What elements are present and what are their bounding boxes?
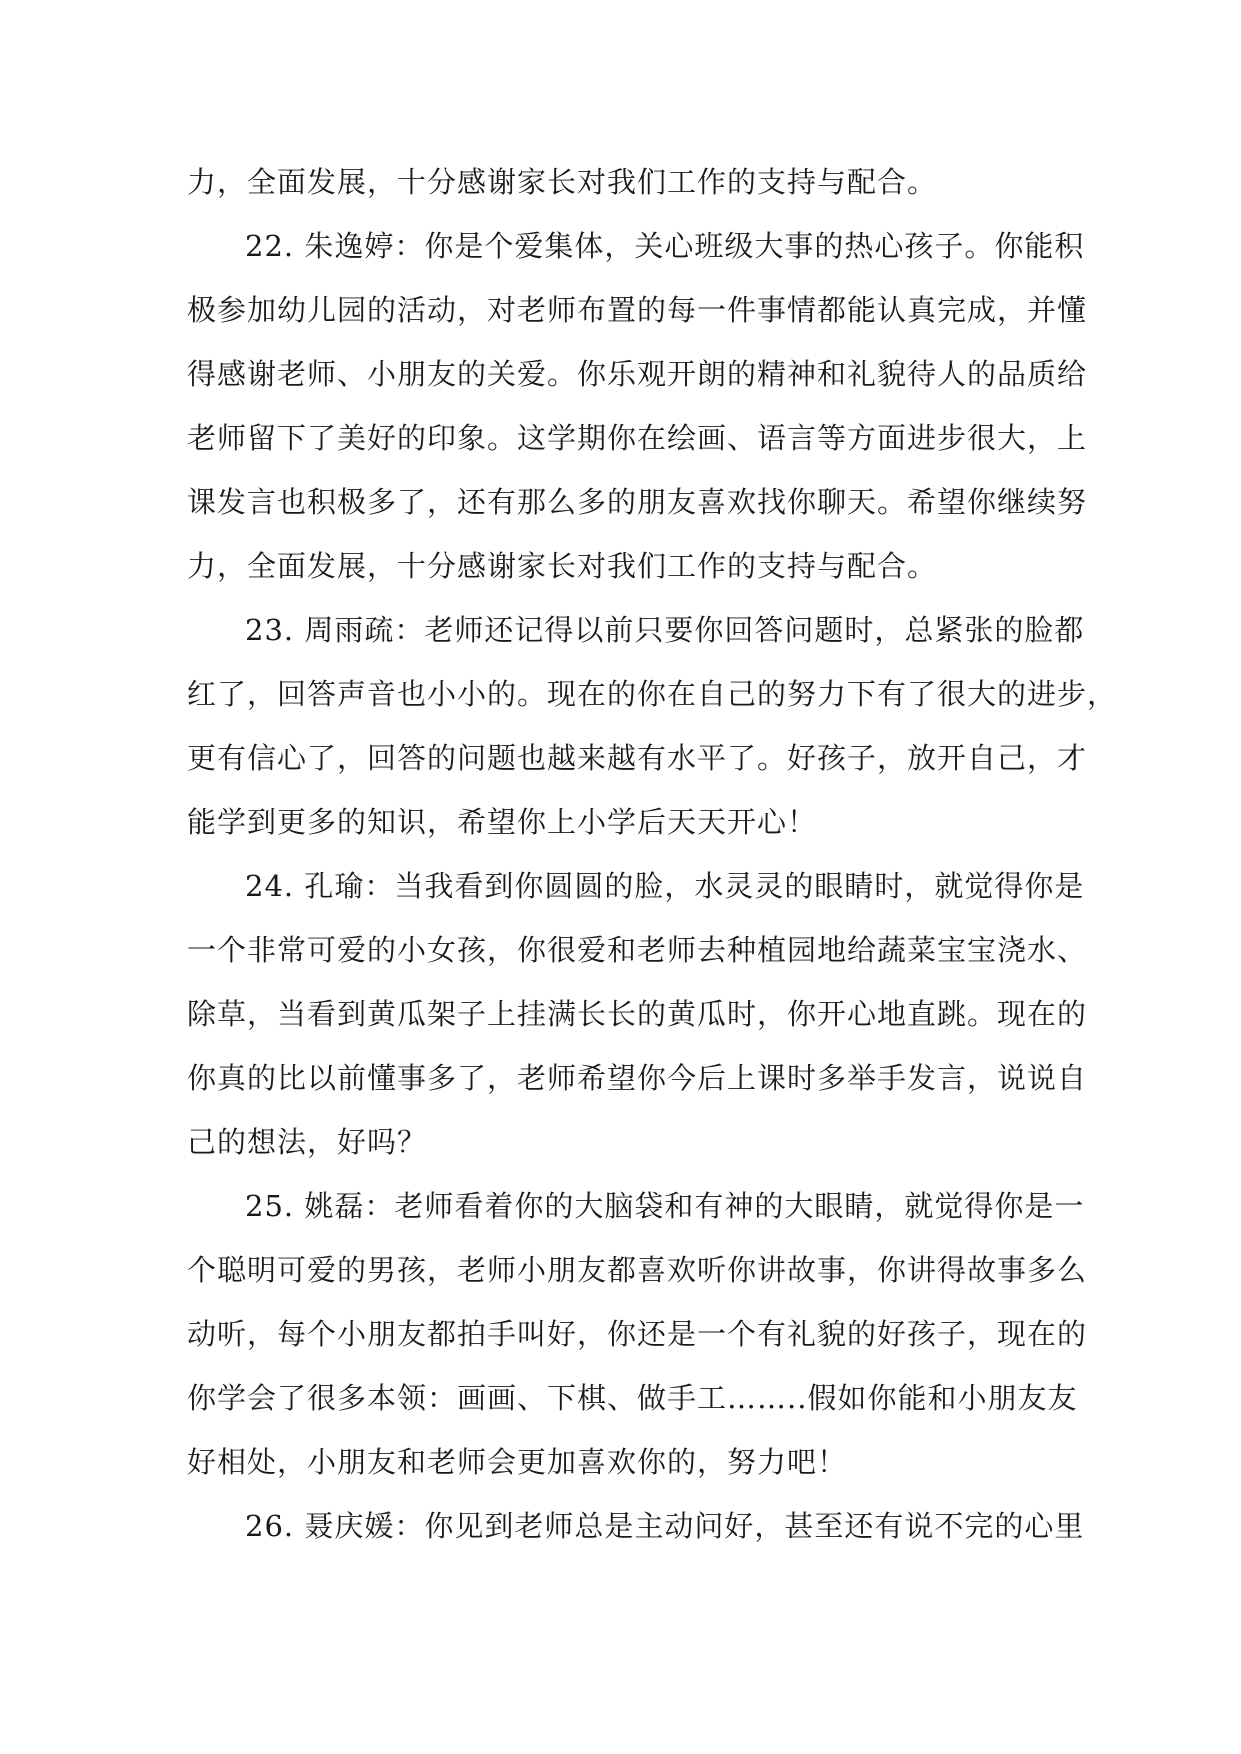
text-line: 26. 聂庆媛：你见到老师总是主动问好，甚至还有说不完的心里 (245, 1509, 1085, 1543)
paragraph-26 (187, 1494, 1085, 1558)
text-line: 得感谢老师、小朋友的关爱。你乐观开朗的精神和礼貌待人的品质给 (187, 357, 1088, 391)
text-line: 课发言也积极多了，还有那么多的朋友喜欢找你聊天。希望你继续努 (187, 485, 1088, 519)
text-line: 24. 孔瑜：当我看到你圆圆的脸，水灵灵的眼睛时，就觉得你是 (245, 869, 1085, 903)
paragraph-23 (187, 598, 1118, 854)
text-line: 你真的比以前懂事多了，老师希望你今后上课时多举手发言，说说自 (187, 1061, 1088, 1095)
document-body (187, 150, 1118, 1558)
text-line: 能学到更多的知识，希望你上小学后天天开心！ (187, 805, 818, 839)
text-line: 己的想法，好吗？ (187, 1125, 428, 1159)
text-line: 23. 周雨疏：老师还记得以前只要你回答问题时，总紧张的脸都 (245, 613, 1085, 647)
text-line: 动听，每个小朋友都拍手叫好，你还是一个有礼貌的好孩子，现在的 (187, 1317, 1088, 1351)
text-line: 你学会了很多本领：画画、下棋、做手工……..假如你能和小朋友友 (187, 1381, 1078, 1415)
text-line: 22. 朱逸婷：你是个爱集体，关心班级大事的热心孩子。你能积 (245, 229, 1085, 263)
paragraph-continuation (187, 150, 1055, 214)
text-line: 力，全面发展，十分感谢家长对我们工作的支持与配合。 (187, 549, 938, 583)
text-line: 个聪明可爱的男孩，老师小朋友都喜欢听你讲故事，你讲得故事多么 (187, 1253, 1088, 1287)
paragraph-25 (187, 1174, 1088, 1494)
text-line: 红了，回答声音也小小的。现在的你在自己的努力下有了很大的进步， (187, 677, 1118, 711)
text-line: 好相处，小朋友和老师会更加喜欢你的，努力吧！ (187, 1445, 848, 1479)
text-line: 25. 姚磊：老师看着你的大脑袋和有神的大眼睛，就觉得你是一 (245, 1189, 1085, 1223)
paragraph-24 (187, 854, 1088, 1174)
text-line: 更有信心了，回答的问题也越来越有水平了。好孩子，放开自己，才 (187, 741, 1088, 775)
text-line: 极参加幼儿园的活动，对老师布置的每一件事情都能认真完成，并懂 (187, 293, 1088, 327)
text-line: 一个非常可爱的小女孩，你很爱和老师去种植园地给蔬菜宝宝浇水、 (187, 933, 1088, 967)
paragraph-22 (187, 214, 1088, 598)
text-line: 除草，当看到黄瓜架子上挂满长长的黄瓜时，你开心地直跳。现在的 (187, 997, 1088, 1031)
text-line: 老师留下了美好的印象。这学期你在绘画、语言等方面进步很大，上 (187, 421, 1088, 455)
text-line: 力，全面发展，十分感谢家长对我们工作的支持与配合。 (187, 165, 938, 199)
